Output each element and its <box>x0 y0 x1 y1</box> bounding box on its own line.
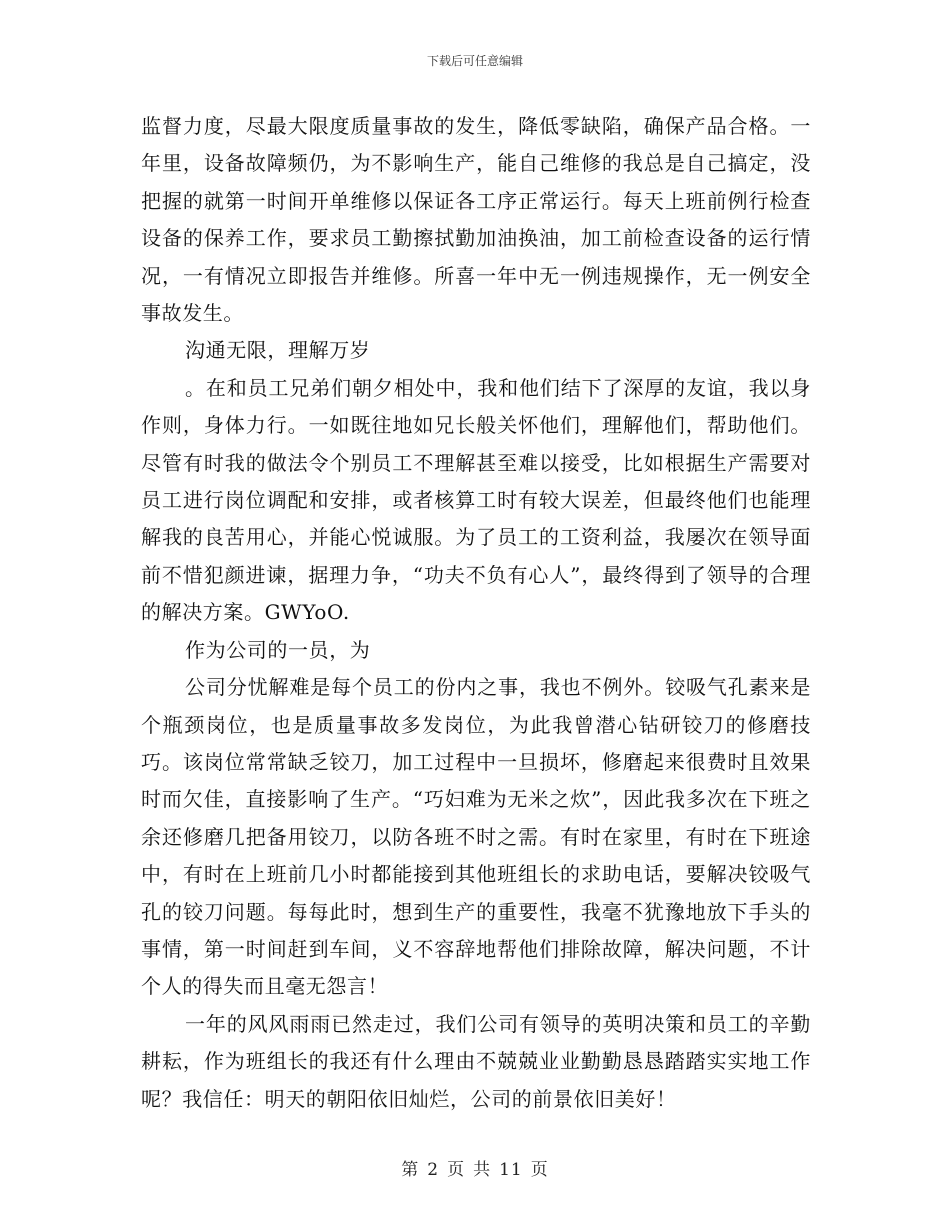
paragraph-1: 监督力度，尽最大限度质量事故的发生，降低零缺陷，确保产品合格。一年里，设备故障频仍，为不影响生产，能自己维修的我总是自己搞定，没把握的就第一时间开单维修以保证各工序正常运行。每天上班前例行检查设备的保养工作，要求员工勤擦拭勤加油换油，加工前检查设备的运行情况，一有情况立即报告并维修。所喜一年中无一例违规操作，无一例安全事故发生。 <box>141 114 811 326</box>
footer-total-pages: 11 <box>499 1160 523 1180</box>
footer-total-word: 共 <box>473 1160 492 1180</box>
document-body <box>141 108 811 1118</box>
footer-page-word: 页 <box>447 1160 466 1180</box>
paragraph-5: 公司分忧解难是每个员工的份内之事，我也不例外。铰吸气孔素来是个瓶颈岗位，也是质量事故多发岗位，为此我曾潜心钻研铰刀的修磨技巧。该岗位常常缺乏铰刀，加工过程中一旦损坏，修磨起来很费时且效果时而欠佳，直接影响了生产。“巧妇难为无米之炊”，因此我多次在下班之余还修磨几把备用铰刀，以防各班不时之需。有时在家里，有时在下班途中，有时在上班前几小时都能接到其他班组长的求助电话，要解决铰吸气孔的铰刀问题。每每此时，想到生产的重要性，我毫不犹豫地放下手头的事情，第一时间赶到车间，义不容辞地帮他们排除故障，解决问题，不计个人的得失而且毫无怨言！ <box>141 675 811 999</box>
paragraph-4-heading: 作为公司的一员，为 <box>185 637 371 662</box>
paragraph-6: 一年的风风雨雨已然走过，我们公司有领导的英明决策和员工的辛勤耕耘，作为班组长的我还有什么理由不兢兢业业勤勤恳恳踏踏实实地工作呢？我信任：明天的朝阳依旧灿烂，公司的前景依旧美好！ <box>141 1011 811 1111</box>
page-footer <box>0 1155 950 1180</box>
footer-current-page: 2 <box>427 1160 440 1180</box>
page-header-note: 下载后可任意编辑 <box>426 54 523 68</box>
paragraph-3: 。在和员工兄弟们朝夕相处中，我和他们结下了深厚的友谊，我以身作则，身体力行。一如既往地如兄长般关怀他们，理解他们，帮助他们。尽管有时我的做法令个别员工不理解甚至难以接受，比如根据生产需要对员工进行岗位调配和安排，或者核算工时有较大误差，但最终他们也能理解我的良苦用心，并能心悦诚服。为了员工的工资利益，我屡次在领导面前不惜犯颜进谏，据理力争，“功夫不负有心人”，最终得到了领导的合理的解决方案。GWYoO. <box>141 375 811 625</box>
footer-prefix: 第 <box>401 1160 420 1180</box>
footer-suffix: 页 <box>530 1160 549 1180</box>
paragraph-2-heading: 沟通无限，理解万岁 <box>185 338 371 363</box>
